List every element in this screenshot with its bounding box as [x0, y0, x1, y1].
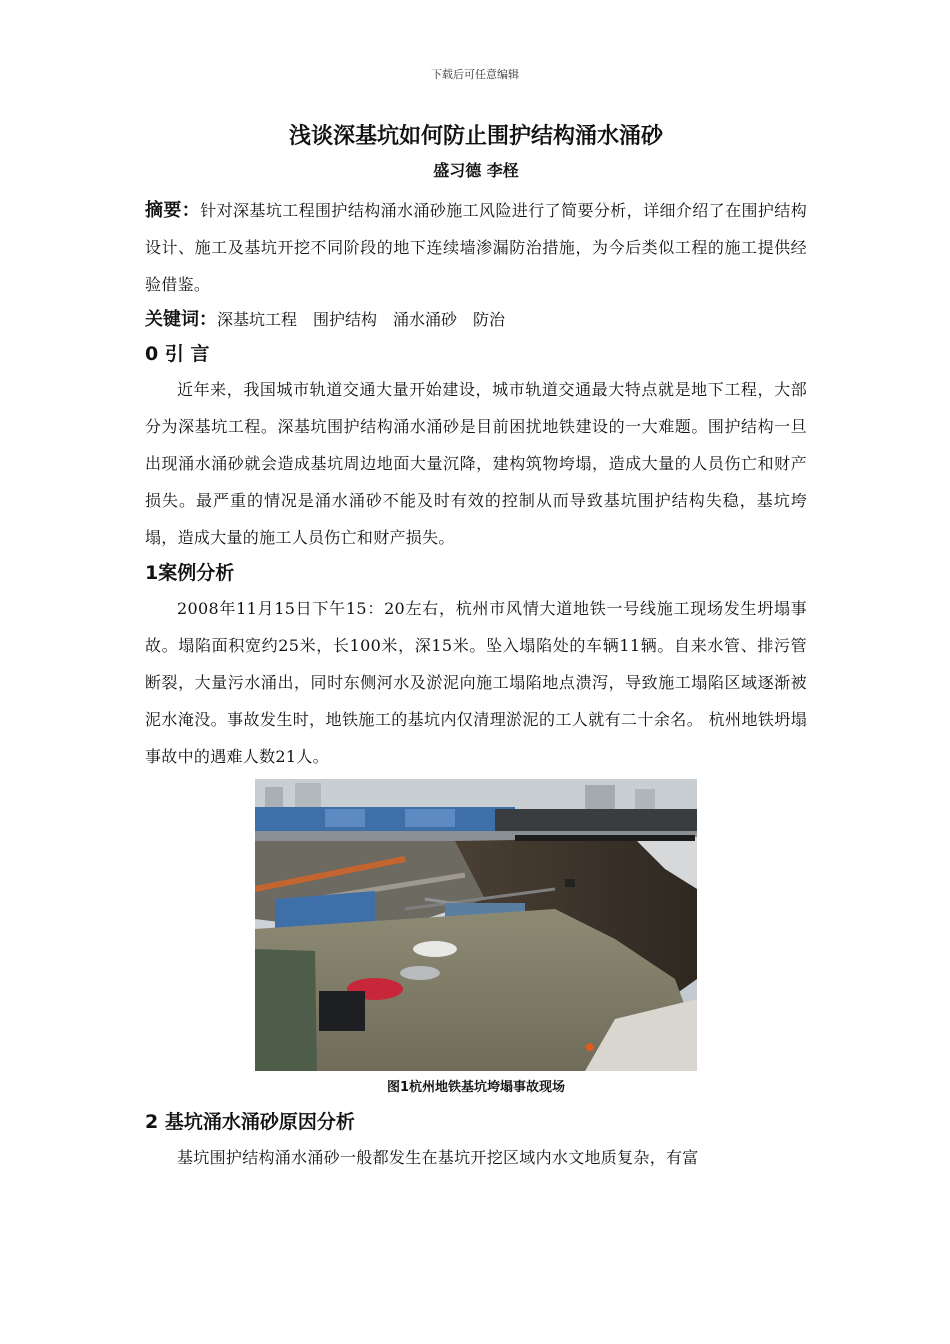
- section-heading-cause-analysis: 2 基坑涌水涌砂原因分析: [145, 1111, 355, 1133]
- keyword-item: 深基坑工程: [217, 310, 298, 329]
- section-text-cause-analysis: 基坑围护结构涌水涌砂一般都发生在基坑开挖区域内水文地质复杂，有富: [177, 1148, 699, 1167]
- collapse-site-photo: [255, 779, 697, 1071]
- section-text-introduction: 近年来，我国城市轨道交通大量开始建设，城市轨道交通最大特点就是地下工程，大部分为深基坑工程。深基坑围护结构涌水涌砂是目前困扰地铁建设的一大难题。围护结构一旦出现涌水涌砂就会造成基坑周边地面大量沉降，建构筑物垮塌，造成大量的人员伤亡和财产损失。最严重的情况是涌水涌砂不能及时有效的控制从而导致基坑围护结构失稳，基坑垮塌，造成大量的施工人员伤亡和财产损失。: [145, 380, 807, 547]
- abstract-text: 针对深基坑工程围护结构涌水涌砂施工风险进行了简要分析，详细介绍了在围护结构设计、施工及基坑开挖不同阶段的地下连续墙渗漏防治措施，为今后类似工程的施工提供经验借鉴。: [145, 201, 807, 294]
- keywords: [145, 303, 807, 337]
- keyword-item: 涌水涌砂: [393, 310, 458, 329]
- figure-caption: 图1杭州地铁基坑垮塌事故现场: [386, 1080, 566, 1095]
- keyword-item: 围护结构: [313, 310, 378, 329]
- section-heading-case-study: 1案例分析: [145, 562, 235, 584]
- header-note: 下载后可任意编辑: [431, 68, 519, 81]
- abstract: [145, 192, 807, 303]
- figure: [145, 779, 807, 1105]
- section-text-case-study: 2008年11月15日下午15：20左右，杭州市风情大道地铁一号线施工现场发生坍塌事故。塌陷面积宽约25米，长100米，深15米。坠入塌陷处的车辆11辆。自来水管、排污管断裂，大量污水涌出，同时东侧河水及淤泥向施工塌陷地点溃泻，导致施工塌陷区域逐渐被泥水淹没。事故发生时，地铁施工的基坑内仅清理淤泥的工人就有二十余名。 杭州地铁坍塌事故中的遇难人数21人。: [145, 599, 807, 766]
- document-title: 浅谈深基坑如何防止围护结构涌水涌砂: [288, 124, 663, 149]
- abstract-label: 摘要：: [145, 200, 201, 221]
- section-heading-introduction: 0 引 言: [145, 343, 210, 365]
- document-authors: 盛习德 李柽: [433, 161, 519, 180]
- keyword-item: 防治: [473, 310, 506, 329]
- document-body: [145, 118, 807, 1176]
- keywords-label: 关键词：: [145, 309, 217, 330]
